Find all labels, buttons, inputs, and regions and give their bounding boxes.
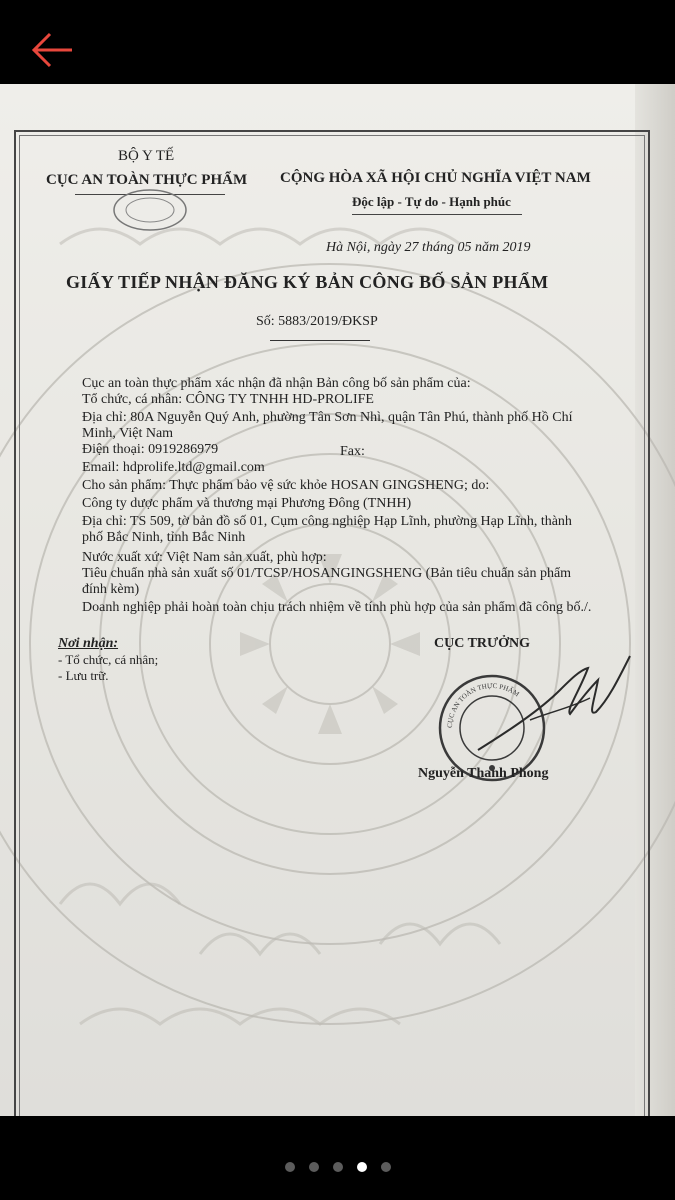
body-line: Điện thoại: 0919286979: [82, 442, 219, 457]
agency-emblem-icon: [110, 186, 190, 234]
body-line: Nước xuất xứ: Việt Nam sản xuất, phù hợp:: [82, 550, 327, 565]
national-motto: Độc lập - Tự do - Hạnh phúc: [352, 194, 511, 209]
document-title: GIẤY TIẾP NHẬN ĐĂNG KÝ BẢN CÔNG BỐ SẢN PHẨM: [66, 272, 549, 292]
body-line: Địa chỉ: TS 509, tờ bản đồ số 01, Cụm công nghiệp Hạp Lĩnh, phường Hạp Lĩnh, thành: [82, 514, 572, 529]
agency-name: CỤC AN TOÀN THỰC PHẨM: [46, 172, 248, 188]
viewer-top-bar: [0, 0, 675, 84]
page-indicator: [0, 1162, 675, 1172]
document-number: Số: 5883/2019/ĐKSP: [256, 314, 378, 329]
fax-label: Fax:: [340, 444, 365, 459]
chief-title: CỤC TRƯỞNG: [434, 636, 531, 651]
recipients-heading: Nơi nhận:: [58, 636, 119, 651]
handwritten-signature: [470, 650, 634, 762]
ministry-name: BỘ Y TẾ: [118, 148, 175, 164]
body-line: phố Bắc Ninh, tỉnh Bắc Ninh: [82, 530, 246, 545]
body-line: Tổ chức, cá nhân: CÔNG TY TNHH HD-PROLIFE: [82, 392, 374, 407]
country-name: CỘNG HÒA XÃ HỘI CHỦ NGHĨA VIỆT NAM: [280, 170, 591, 186]
body-line: Email: hdprolife.ltd@gmail.com: [82, 460, 265, 475]
back-button[interactable]: [26, 28, 78, 80]
signer-name: Nguyễn Thanh Phong: [418, 766, 549, 781]
viewer-bottom-bar: [0, 1116, 675, 1200]
page-dot[interactable]: [309, 1162, 319, 1172]
issue-date: Hà Nội, ngày 27 tháng 05 năm 2019: [326, 240, 531, 255]
body-line: Địa chỉ: 80A Nguyễn Quý Anh, phường Tân Sơn Nhì, quận Tân Phú, thành phố Hồ Chí: [82, 410, 573, 425]
page-dot[interactable]: [381, 1162, 391, 1172]
body-line: Minh, Việt Nam: [82, 426, 174, 441]
page-dot[interactable]: [357, 1162, 367, 1172]
header-rule-right: [352, 214, 522, 215]
page-dot[interactable]: [333, 1162, 343, 1172]
body-line: Tiêu chuẩn nhà sản xuất số 01/TCSP/HOSANGINGSHENG (Bản tiêu chuẩn sản phẩm: [82, 566, 572, 581]
body-line: Cho sản phẩm: Thực phẩm bảo vệ sức khỏe HOSAN GINGSHENG; do:: [82, 478, 490, 493]
body-line: Doanh nghiệp phải hoàn toàn chịu trách nhiệm về tính phù hợp của sản phẩm đã công bố./.: [82, 600, 592, 615]
body-line: Cục an toàn thực phẩm xác nhận đã nhận Bản công bố sản phẩm của:: [82, 376, 471, 391]
body-line: đính kèm): [82, 582, 140, 597]
page-dot[interactable]: [285, 1162, 295, 1172]
document-text: [0, 84, 675, 1116]
recipient-item: - Lưu trữ.: [58, 668, 109, 683]
seal-text: CỤC AN TOÀN THỰC PHẨM: [445, 681, 521, 729]
back-arrow-icon: [26, 28, 78, 80]
title-rule: [270, 340, 370, 341]
recipient-item: - Tổ chức, cá nhân;: [58, 652, 159, 667]
body-line: Công ty dược phẩm và thương mại Phương Đông (TNHH): [82, 496, 412, 511]
